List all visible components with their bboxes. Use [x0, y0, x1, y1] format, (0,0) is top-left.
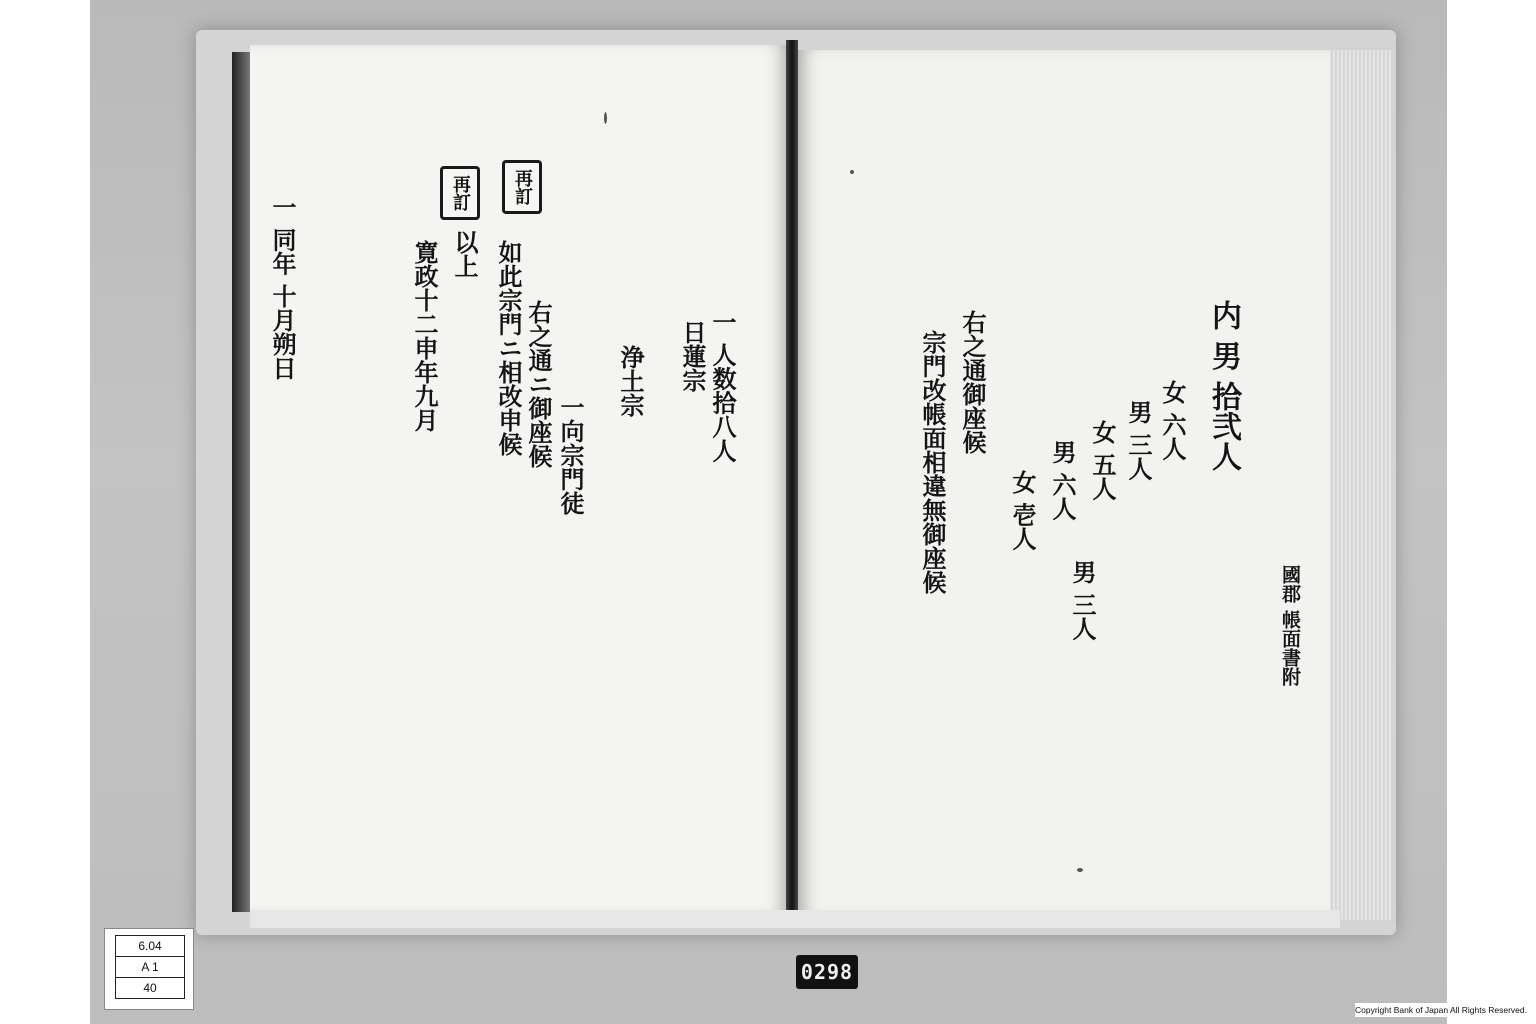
seal-stamp [440, 166, 480, 220]
book-spine [786, 40, 798, 920]
manuscript-column: 男 三人 [1124, 400, 1153, 481]
page-bottom-edge [250, 910, 1340, 928]
catalog-tag [104, 928, 194, 1010]
manuscript-column: 一向宗門徒 [556, 395, 585, 515]
manuscript-column: 右之通ニ御座候 [524, 300, 553, 468]
catalog-tag-row: 6.04 [116, 936, 184, 957]
manuscript-column: 女 壱人 [1008, 470, 1037, 551]
manuscript-column: 一 人数拾八人 [708, 310, 737, 463]
manuscript-column: 男 六人 [1048, 440, 1077, 521]
manuscript-column: 男 三人 [1068, 560, 1097, 641]
manuscript-column: 寛政十二申年九月 [410, 240, 439, 432]
catalog-tag-row: 40 [143, 981, 157, 995]
book-cover-edge [232, 52, 250, 912]
catalog-tag-row: A 1 [116, 957, 184, 978]
manuscript-column: 日蓮宗 [678, 320, 707, 392]
manuscript-column: 宗門改帳面相違無御座候 [918, 330, 947, 594]
manuscript-column: 以上 [450, 230, 479, 278]
manuscript-column: 浄土宗 [616, 345, 645, 417]
manuscript-column: 女 五人 [1088, 420, 1117, 501]
frame-counter: 0298 [796, 955, 858, 989]
manuscript-column: 女 六人 [1158, 380, 1187, 461]
seal-text: 再訂 [450, 175, 471, 211]
copyright-notice: Copyright Bank of Japan All Rights Reserved. [1355, 1003, 1531, 1017]
manuscript-column: 一 同年 十月朔日 [268, 195, 297, 380]
manuscript-column: 内 男 拾弐人 [1206, 300, 1241, 471]
catalog-tag-grid [115, 935, 185, 999]
page-edges [1330, 50, 1392, 920]
manuscript-column: 國郡 帳面書附 [1279, 565, 1301, 686]
seal-stamp [502, 160, 542, 214]
manuscript-column: 如此宗門ニ相改申候 [494, 240, 523, 456]
seal-text: 再訂 [512, 169, 533, 205]
manuscript-column: 右之通御座候 [958, 310, 987, 454]
